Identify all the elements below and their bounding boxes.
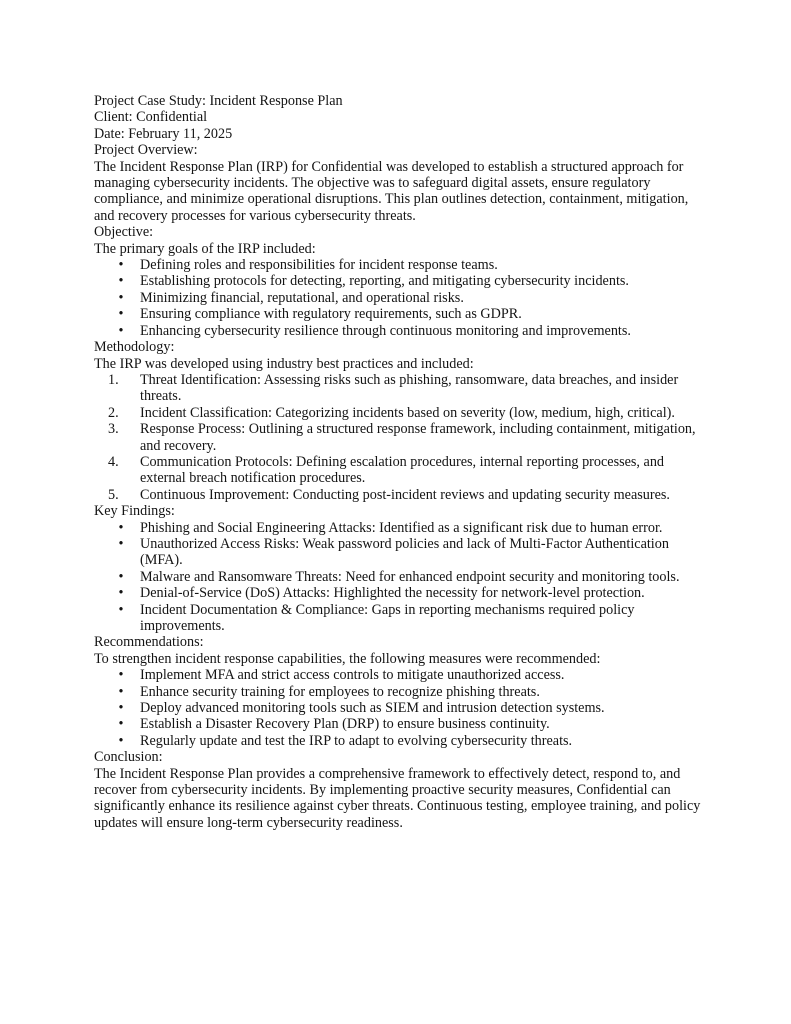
finding-item-text: Phishing and Social Engineering Attacks: Identified as a significant risk due to human error.: [140, 519, 663, 536]
objective-item-text: Defining roles and responsibilities for incident response teams.: [140, 257, 498, 274]
objective-item: [94, 290, 706, 306]
methodology-item-text: Incident Classification: Categorizing incidents based on severity (low, medium, high, critical).: [140, 404, 675, 421]
finding-item-text: Malware and Ransomware Threats: Need for enhanced endpoint security and monitoring tools.: [140, 568, 680, 585]
finding-item: [94, 585, 706, 601]
findings-heading: Key Findings:: [94, 503, 175, 520]
bullet-icon: •: [118, 683, 124, 700]
overview-paragraph: The Incident Response Plan (IRP) for Confidential was developed to establish a structured approach for managing cybersecurity incidents. The objective was to safeguard digital assets, ensure regulatory compliance, and minimize operational disruptions. This plan outlines detection, containment, mitigation, and recovery processes for various cybersecurity threats.: [94, 158, 689, 224]
objective-item-text: Enhancing cybersecurity resilience through continuous monitoring and improvements.: [140, 322, 631, 339]
finding-item-text: Unauthorized Access Risks: Weak password policies and lack of Multi-Factor Authentication (MFA).: [140, 535, 669, 569]
methodology-item: [94, 372, 706, 405]
methodology-heading: Methodology:: [94, 339, 175, 356]
methodology-item-text: Threat Identification: Assessing risks such as phishing, ransomware, data breaches, and insider threats.: [140, 371, 679, 405]
finding-item-text: Incident Documentation & Compliance: Gaps in reporting mechanisms required policy improvements.: [140, 601, 635, 634]
recommendations-intro: To strengthen incident response capabilities, the following measures were recommended:: [94, 650, 601, 667]
bullet-icon: •: [118, 568, 124, 585]
objective-item: [94, 306, 706, 322]
objective-heading: Objective:: [94, 224, 154, 241]
overview-heading: Project Overview:: [94, 142, 198, 159]
recommendation-item: [94, 733, 706, 749]
date-line: Date: February 11, 2025: [94, 125, 233, 142]
methodology-item: [94, 421, 706, 454]
objective-item-text: Ensuring compliance with regulatory requirements, such as GDPR.: [140, 306, 522, 323]
list-number: 1.: [108, 371, 119, 388]
bullet-icon: •: [118, 257, 124, 274]
objective-item-text: Minimizing financial, reputational, and operational risks.: [140, 289, 464, 306]
bullet-icon: •: [118, 601, 124, 618]
bullet-icon: •: [118, 535, 124, 552]
recommendation-item-text: Deploy advanced monitoring tools such as SIEM and intrusion detection systems.: [140, 700, 605, 717]
finding-item: [94, 520, 706, 536]
finding-item: [94, 602, 706, 635]
methodology-item: [94, 487, 706, 503]
recommendation-item-text: Establish a Disaster Recovery Plan (DRP) to ensure business continuity.: [140, 716, 550, 733]
finding-item: [94, 536, 706, 569]
methodology-item-text: Communication Protocols: Defining escalation procedures, internal reporting processes, and external breach notification procedures.: [140, 453, 665, 487]
finding-item: [94, 569, 706, 585]
objective-item: [94, 273, 706, 289]
methodology-item: [94, 454, 706, 487]
recommendations-heading: Recommendations:: [94, 634, 204, 651]
recommendation-item-text: Implement MFA and strict access controls to mitigate unauthorized access.: [140, 667, 565, 684]
bullet-icon: •: [118, 732, 124, 749]
findings-list: [94, 520, 706, 635]
objective-list: [94, 257, 706, 339]
finding-item-text: Denial-of-Service (DoS) Attacks: Highlighted the necessity for network-level protection.: [140, 585, 645, 602]
methodology-item-text: Response Process: Outlining a structured response framework, including containment, mitigation, and recovery.: [140, 421, 696, 454]
bullet-icon: •: [118, 519, 124, 536]
bullet-icon: •: [118, 289, 124, 306]
list-number: 5.: [108, 486, 119, 503]
bullet-icon: •: [118, 585, 124, 602]
conclusion-heading: Conclusion:: [94, 749, 163, 766]
objective-item: [94, 323, 706, 339]
recommendation-item: [94, 667, 706, 683]
document-body: [94, 93, 706, 831]
methodology-intro: The IRP was developed using industry best practices and included:: [94, 355, 474, 372]
recommendation-item: [94, 716, 706, 732]
methodology-item: [94, 405, 706, 421]
bullet-icon: •: [118, 716, 124, 733]
bullet-icon: •: [118, 667, 124, 684]
bullet-icon: •: [118, 273, 124, 290]
methodology-item-text: Continuous Improvement: Conducting post-incident reviews and updating security measures.: [140, 486, 670, 503]
recommendation-item-text: Enhance security training for employees to recognize phishing threats.: [140, 683, 540, 700]
recommendation-item-text: Regularly update and test the IRP to adapt to evolving cybersecurity threats.: [140, 732, 573, 749]
client-line: Client: Confidential: [94, 109, 208, 126]
methodology-list: [94, 372, 706, 503]
list-number: 2.: [108, 404, 119, 421]
objective-intro: The primary goals of the IRP included:: [94, 240, 316, 257]
list-number: 4.: [108, 453, 119, 470]
document-title: Project Case Study: Incident Response Plan: [94, 93, 343, 109]
recommendation-item: [94, 700, 706, 716]
recommendation-item: [94, 684, 706, 700]
bullet-icon: •: [118, 306, 124, 323]
bullet-icon: •: [118, 700, 124, 717]
objective-item-text: Establishing protocols for detecting, reporting, and mitigating cybersecurity incidents.: [140, 273, 629, 290]
conclusion-paragraph: The Incident Response Plan provides a comprehensive framework to effectively detect, respond to, and recover from cybersecurity incidents. By implementing proactive security measures, Confidential can significantly enhance its resilience against cyber threats. Continuous testing, employee training, and policy updates will ensure long-term cybersecurity readiness.: [94, 765, 701, 831]
list-number: 3.: [108, 421, 119, 438]
objective-item: [94, 257, 706, 273]
bullet-icon: •: [118, 322, 124, 339]
recommendations-list: [94, 667, 706, 749]
